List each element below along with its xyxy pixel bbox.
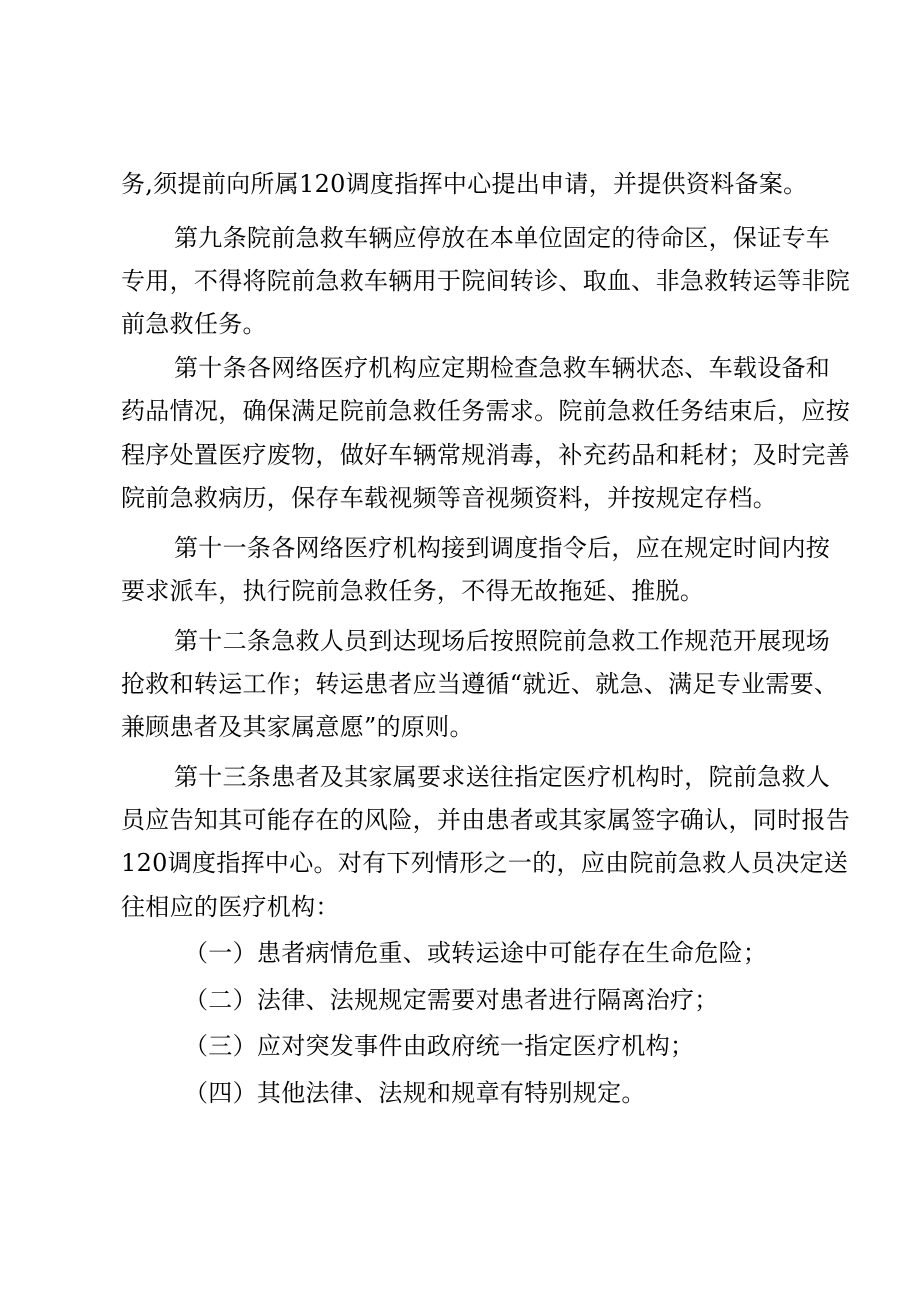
text-line-2: 第九条院前急救车辆应停放在本单位固定的待命区，保证专车 [174, 224, 831, 252]
list-item-3: （三）应对突发事件由政府统一指定医疗机构； [184, 1032, 695, 1060]
text-line-3: 专用，不得将院前急救车辆用于院间转诊、取血、非急救转运等非院 [121, 267, 850, 295]
text-line-11: 第十二条急救人员到达现场后按照院前急救工作规范开展现场 [174, 627, 831, 655]
text-line-5: 第十条各网络医疗机构应定期检查急救车辆状态、车载设备和 [174, 354, 831, 382]
list-item-4: （四）其他法律、法规和规章有特别规定。 [184, 1079, 646, 1107]
text-line-10: 要求派车，执行院前急救任务，不得无故拖延、推脱。 [121, 577, 705, 605]
text-line-6: 药品情况，确保满足院前急救任务需求。院前急救任务结束后，应按 [121, 397, 850, 425]
text-line-9: 第十一条各网络医疗机构接到调度指令后，应在规定时间内按 [174, 534, 831, 562]
text-line-15: 员应告知其可能存在的风险，并由患者或其家属签字确认，同时报告 [121, 806, 850, 834]
text-line-13: 兼顾患者及其家属意愿”的原则。 [121, 713, 474, 741]
text-line-17: 往相应的医疗机构： [121, 893, 340, 921]
list-item-2: （二）法律、法规规定需要对患者进行隔离治疗； [184, 986, 719, 1014]
text-line-1: 务,须提前向所属120调度指挥中心提出申请，并提供资料备案。 [121, 170, 808, 198]
text-line-12: 抢救和转运工作；转运患者应当遵循“就近、就急、满足专业需要、 [121, 670, 839, 698]
text-line-16: 120调度指挥中心。对有下列情形之一的，应由院前急救人员决定送 [121, 849, 849, 877]
text-line-14: 第十三条患者及其家属要求送往指定医疗机构时，院前急救人 [174, 763, 831, 791]
text-line-7: 程序处置医疗废物，做好车辆常规消毒，补充药品和耗材；及时完善 [121, 441, 850, 469]
text-line-8: 院前急救病历，保存车载视频等音视频资料，并按规定存档。 [121, 484, 778, 512]
list-item-1: （一）患者病情危重、或转运途中可能存在生命危险； [184, 939, 768, 967]
text-line-4: 前急救任务。 [121, 310, 267, 338]
